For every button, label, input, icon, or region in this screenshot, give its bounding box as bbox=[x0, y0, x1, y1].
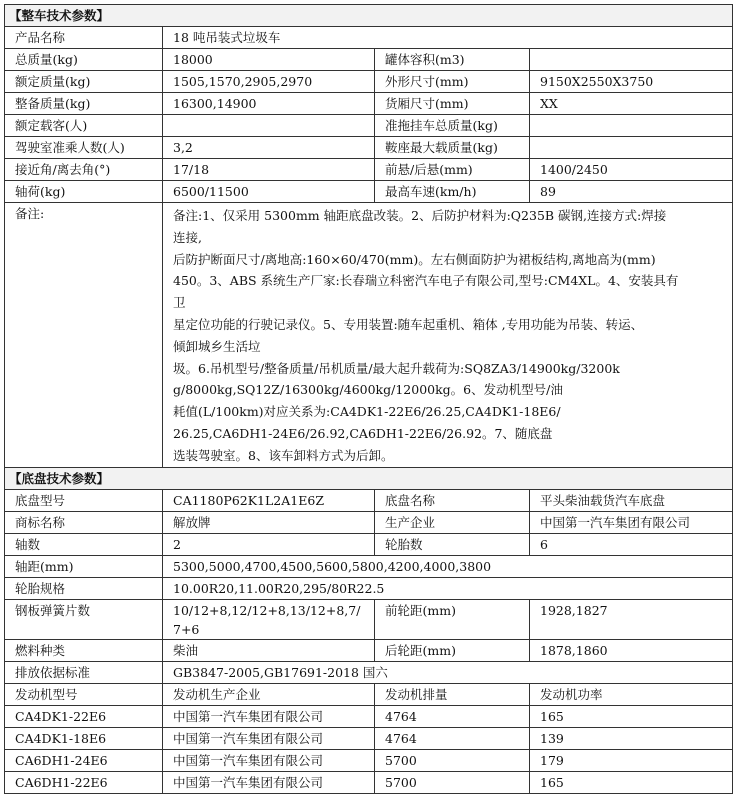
fuel-label: 燃料种类 bbox=[5, 639, 163, 661]
spec-row bbox=[5, 555, 733, 577]
spec-row bbox=[5, 27, 733, 49]
spec-row bbox=[5, 533, 733, 555]
remarks-text bbox=[163, 203, 733, 468]
engine-cell: 165 bbox=[530, 705, 733, 727]
remarks-line: 星定位功能的行驶记录仪。5、专用装置:随车起重机、箱体 ,专用功能为吊装、转运、 bbox=[173, 316, 644, 332]
front-track-value: 1928,1827 bbox=[530, 599, 733, 639]
engine-cell: 4764 bbox=[375, 705, 530, 727]
remarks-line: 450。3、ABS 系统生产厂家:长春瑞立科密汽车电子有限公司,型号:CM4XL。4、安装具有 bbox=[173, 273, 679, 289]
spec-label: 额定质量(kg) bbox=[5, 71, 163, 93]
engine-header-cell: 发动机功率 bbox=[530, 683, 733, 705]
spec-row bbox=[5, 577, 733, 599]
engine-cell: 中国第一汽车集团有限公司 bbox=[163, 749, 375, 771]
chassis-model-value: CA1180P62K1L2A1E6Z bbox=[163, 489, 375, 511]
spec-value: 89 bbox=[530, 181, 733, 203]
spec-row bbox=[5, 511, 733, 533]
spec-label: 整备质量(kg) bbox=[5, 93, 163, 115]
spec-row bbox=[5, 93, 733, 115]
spec-row bbox=[5, 49, 733, 71]
remarks-line: 圾。6.吊机型号/整备质量/吊机质量/最大起升载荷为:SQ8ZA3/14900kg/3200k bbox=[173, 360, 620, 376]
spec-label: 准拖挂车总质量(kg) bbox=[375, 115, 530, 137]
remarks-line: 卫 bbox=[173, 295, 186, 311]
spec-value: 6500/11500 bbox=[163, 181, 375, 203]
engine-cell: 中国第一汽车集团有限公司 bbox=[163, 727, 375, 749]
section-header-vehicle bbox=[5, 5, 733, 27]
spec-value: 1400/2450 bbox=[530, 159, 733, 181]
engine-cell: CA4DK1-22E6 bbox=[5, 705, 163, 727]
spec-row bbox=[5, 71, 733, 93]
chassis-model-label: 底盘型号 bbox=[5, 489, 163, 511]
spec-value: 17/18 bbox=[163, 159, 375, 181]
wheelbase-value: 5300,5000,4700,4500,5600,5800,4200,4000,3800 bbox=[163, 555, 733, 577]
brand-label: 商标名称 bbox=[5, 511, 163, 533]
engine-row bbox=[5, 727, 733, 749]
fuel-value: 柴油 bbox=[163, 639, 375, 661]
spec-label: 接近角/离去角(°) bbox=[5, 159, 163, 181]
section-title-chassis: 【底盘技术参数】 bbox=[5, 467, 733, 489]
remarks-row bbox=[5, 203, 733, 468]
remarks-line: 连接, bbox=[173, 229, 202, 245]
chassis-name-label: 底盘名称 bbox=[375, 489, 530, 511]
engine-header-cell: 发动机生产企业 bbox=[163, 683, 375, 705]
spec-row bbox=[5, 599, 733, 639]
engine-cell: 中国第一汽车集团有限公司 bbox=[163, 705, 375, 727]
spec-table bbox=[4, 4, 733, 794]
maker-value: 中国第一汽车集团有限公司 bbox=[530, 511, 733, 533]
engine-row bbox=[5, 771, 733, 793]
engine-cell: 179 bbox=[530, 749, 733, 771]
engine-row bbox=[5, 705, 733, 727]
chassis-name-value: 平头柴油载货汽车底盘 bbox=[530, 489, 733, 511]
engine-row bbox=[5, 749, 733, 771]
tire-spec-value: 10.00R20,11.00R20,295/80R22.5 bbox=[163, 577, 733, 599]
remarks-line: 备注:1、仅采用 5300mm 轴距底盘改装。2、后防护材料为:Q235B 碳钢,连接方式:焊接 bbox=[173, 208, 667, 223]
engine-cell: 5700 bbox=[375, 749, 530, 771]
spec-label: 产品名称 bbox=[5, 27, 163, 49]
tires-value: 6 bbox=[530, 533, 733, 555]
spec-value: XX bbox=[530, 93, 733, 115]
emission-value: GB3847-2005,GB17691-2018 国六 bbox=[163, 661, 733, 683]
engine-cell: 165 bbox=[530, 771, 733, 793]
spring-label: 钢板弹簧片数 bbox=[5, 599, 163, 639]
spring-value: 10/12+8,12/12+8,13/12+8,7/7+6 bbox=[163, 599, 375, 639]
spec-value bbox=[163, 115, 375, 137]
engine-header-cell: 发动机排量 bbox=[375, 683, 530, 705]
spec-value: 18000 bbox=[163, 49, 375, 71]
remarks-line: 26.25,CA6DH1-24E6/26.92,CA6DH1-22E6/26.92。7、随底盘 bbox=[173, 425, 553, 441]
spec-label: 鞍座最大载质量(kg) bbox=[375, 137, 530, 159]
engine-cell: 4764 bbox=[375, 727, 530, 749]
remarks-label: 备注: bbox=[5, 203, 163, 468]
spec-label: 最高车速(km/h) bbox=[375, 181, 530, 203]
wheelbase-label: 轴距(mm) bbox=[5, 555, 163, 577]
spec-value bbox=[530, 115, 733, 137]
spec-value: 1505,1570,2905,2970 bbox=[163, 71, 375, 93]
remarks-line: g/8000kg,SQ12Z/16300kg/4600kg/12000kg。6、发动机型号/油 bbox=[173, 382, 563, 398]
remarks-line: 耗值(L/100km)对应关系为:CA4DK1-22E6/26.25,CA4DK1-18E6/ bbox=[173, 404, 561, 420]
tires-label: 轮胎数 bbox=[375, 533, 530, 555]
spec-label: 前悬/后悬(mm) bbox=[375, 159, 530, 181]
remarks-line: 选装驾驶室。8、该车卸料方式为后卸。 bbox=[173, 447, 394, 463]
spec-row bbox=[5, 639, 733, 661]
front-track-label: 前轮距(mm) bbox=[375, 599, 530, 639]
engine-header-row bbox=[5, 683, 733, 705]
axles-value: 2 bbox=[163, 533, 375, 555]
engine-cell: CA6DH1-24E6 bbox=[5, 749, 163, 771]
section-title-vehicle: 【整车技术参数】 bbox=[5, 5, 733, 27]
section-header-chassis bbox=[5, 467, 733, 489]
spec-value: 18 吨吊装式垃圾车 bbox=[163, 27, 733, 49]
engine-cell: CA4DK1-18E6 bbox=[5, 727, 163, 749]
engine-header-cell: 发动机型号 bbox=[5, 683, 163, 705]
spec-label: 额定载客(人) bbox=[5, 115, 163, 137]
spec-value: 16300,14900 bbox=[163, 93, 375, 115]
spec-label: 总质量(kg) bbox=[5, 49, 163, 71]
spec-label: 罐体容积(m3) bbox=[375, 49, 530, 71]
engine-cell: 中国第一汽车集团有限公司 bbox=[163, 771, 375, 793]
spec-value bbox=[530, 49, 733, 71]
spec-value: 3,2 bbox=[163, 137, 375, 159]
emission-label: 排放依据标准 bbox=[5, 661, 163, 683]
spec-row bbox=[5, 115, 733, 137]
axles-label: 轴数 bbox=[5, 533, 163, 555]
tire-spec-label: 轮胎规格 bbox=[5, 577, 163, 599]
spec-row bbox=[5, 661, 733, 683]
rear-track-label: 后轮距(mm) bbox=[375, 639, 530, 661]
spec-label: 货厢尺寸(mm) bbox=[375, 93, 530, 115]
engine-cell: CA6DH1-22E6 bbox=[5, 771, 163, 793]
spec-row bbox=[5, 159, 733, 181]
spec-label: 外形尺寸(mm) bbox=[375, 71, 530, 93]
engine-cell: 139 bbox=[530, 727, 733, 749]
maker-label: 生产企业 bbox=[375, 511, 530, 533]
remarks-line: 后防护断面尺寸/离地高:160×60/470(mm)。左右侧面防护为裙板结构,离地高为(mm) bbox=[173, 251, 656, 267]
spec-row bbox=[5, 137, 733, 159]
brand-value: 解放牌 bbox=[163, 511, 375, 533]
spec-row bbox=[5, 181, 733, 203]
spec-label: 驾驶室准乘人数(人) bbox=[5, 137, 163, 159]
remarks-line: 倾卸城乡生活垃 bbox=[173, 338, 261, 354]
engine-cell: 5700 bbox=[375, 771, 530, 793]
rear-track-value: 1878,1860 bbox=[530, 639, 733, 661]
spec-label: 轴荷(kg) bbox=[5, 181, 163, 203]
spec-value: 9150X2550X3750 bbox=[530, 71, 733, 93]
spec-value bbox=[530, 137, 733, 159]
spec-row bbox=[5, 489, 733, 511]
